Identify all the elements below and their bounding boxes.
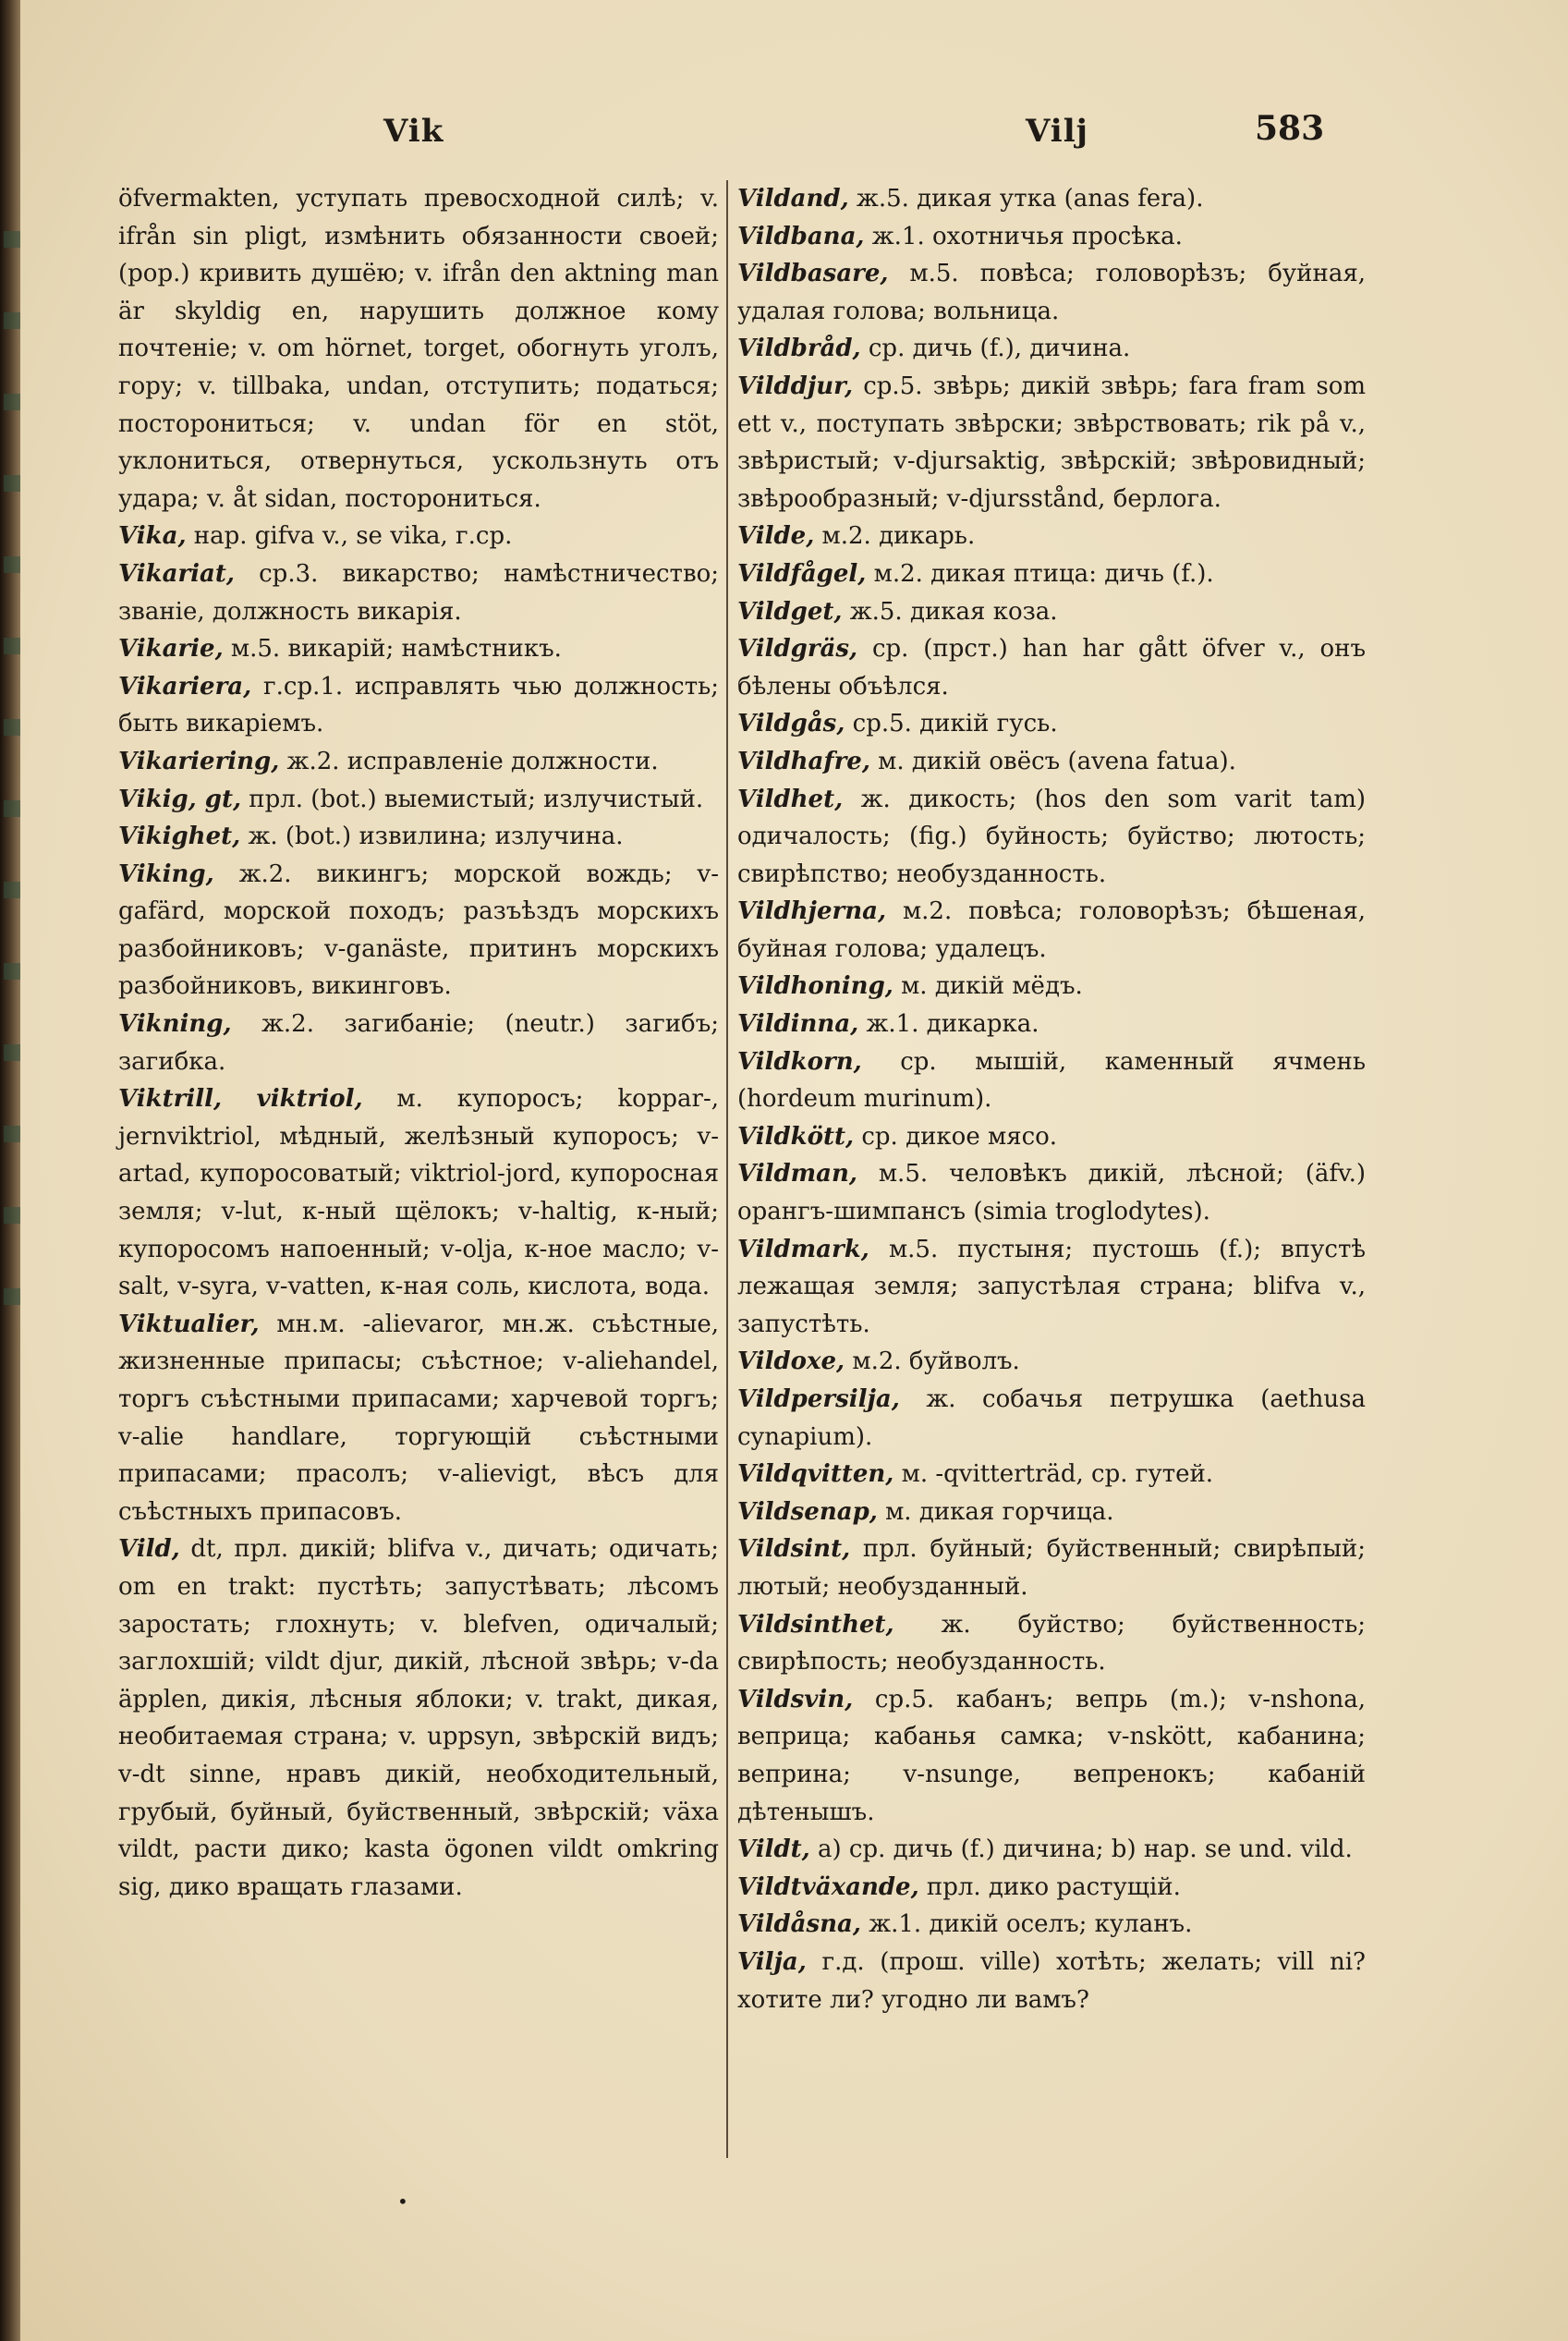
running-head-left: Vik	[383, 113, 444, 150]
margin-bleed-marks	[4, 166, 20, 1368]
dictionary-entry	[737, 1906, 1366, 1944]
entry-headword: Vildbråd,	[737, 335, 861, 363]
entry-headword: Vikariat,	[118, 559, 235, 588]
dictionary-entry	[737, 1681, 1366, 1831]
entry-definition: ж. (bot.) извилина; излучина.	[248, 823, 624, 851]
dictionary-entry	[737, 630, 1366, 705]
entry-headword: Vikighet,	[118, 823, 241, 851]
entry-headword: Vikig, gt,	[118, 785, 242, 813]
entry-headword: Vildqvitten,	[737, 1460, 894, 1489]
dictionary-entry	[118, 668, 719, 743]
dictionary-entry	[737, 1494, 1366, 1531]
dictionary-entry	[737, 368, 1366, 518]
entry-definition: ж.1. дикарка.	[866, 1010, 1039, 1039]
entry-definition: ср. дикое мясо.	[861, 1122, 1058, 1151]
entry-definition: м.2. повѣса; головорѣзъ; бѣшеная, буйная голова; удалецъ.	[737, 897, 1367, 963]
dictionary-entry	[118, 818, 719, 856]
entry-headword: Vildbasare,	[737, 260, 889, 288]
entry-definition: прл. дико растущій.	[926, 1872, 1181, 1901]
entry-headword: Vildinna,	[737, 1010, 859, 1039]
dictionary-entry	[118, 1530, 719, 1906]
entry-headword: Vildoxe,	[737, 1347, 845, 1376]
entry-headword: Vika,	[118, 522, 187, 551]
left-column	[118, 180, 719, 1906]
dictionary-entry	[737, 1006, 1366, 1043]
entry-headword: Vildsvin,	[737, 1685, 854, 1713]
dictionary-entry	[737, 1831, 1366, 1869]
dictionary-entry	[737, 1944, 1366, 2018]
dictionary-entry	[737, 255, 1366, 330]
entry-headword: Vildbana,	[737, 222, 865, 250]
entry-definition: ср.5. звѣрь; дикій звѣрь; fara fram som ett v., поступать звѣрски; звѣрствовать; rik på v., звѣристый; v-djursaktig, звѣрскій; звѣровидный; звѣрообразный; v-djursstånd, берлога.	[737, 372, 1367, 513]
entry-headword: Vildhjerna,	[737, 897, 887, 926]
entry-definition: м.5. человѣкъ дикій, лѣсной; (äfv.) орангъ-шимпансъ (simia troglodytes).	[737, 1160, 1367, 1226]
entry-definition: dt, прл. дикій; blifva v., дичать; одичать; om en trakt: пустѣть; запустѣвать; лѣсомъ заростать; глохнуть; v. blefven, одичалый; заглохшій; vildt djur, дикій, лѣсной звѣрь; v-da äpplen, дикія, лѣсныя яблоки; v. trakt, дикая, необитаемая страна; v. uppsyn, звѣрскій видъ; v-dt sinne, нравъ дикій, необходительный, грубый, буйный, буйственный, звѣрскій; växa vildt, расти дико; kasta ögonen vildt omkring sig, дико вращать глазами.	[118, 1535, 720, 1901]
entry-headword: Vikariera,	[118, 672, 252, 701]
entry-headword: Vikarie,	[118, 635, 224, 664]
entry-definition: м. дикій овёсъ (avena fatua).	[878, 747, 1236, 775]
dictionary-entry	[737, 1343, 1366, 1381]
dictionary-entry	[118, 180, 719, 518]
dictionary-entry	[737, 1043, 1366, 1118]
entry-headword: Vildkött,	[737, 1122, 855, 1151]
entry-headword: Vildsint,	[737, 1535, 851, 1564]
dictionary-entry	[737, 1606, 1366, 1681]
dictionary-entry	[118, 518, 719, 555]
entry-definition: м.5. повѣса; головорѣзъ; буйная, удалая голова; вольница.	[737, 260, 1366, 325]
dictionary-entry	[118, 1306, 719, 1531]
entry-headword: Vildmark,	[737, 1235, 869, 1263]
entry-headword: Vildgås,	[737, 710, 845, 738]
dictionary-entry	[737, 218, 1366, 256]
entry-definition: м. купоросъ; koppar-, jernviktriol, мѣдный, желѣзный купоросъ; v-artad, купоросоватый; viktriol-jord, купоросная земля; v-lut, к-ный щёлокъ; v-haltig, к-ный; купоросомъ напоенный; v-olja, к-ное масло; v-salt, v-syra, v-vatten, к-ная соль, кислота, вода.	[118, 1085, 719, 1301]
entry-headword: Viking,	[118, 860, 214, 888]
entry-definition: ж. буйство; буйственность; свирѣпость; необузданность.	[737, 1610, 1366, 1676]
entry-definition: ср. дичь (f.), дичина.	[868, 335, 1131, 363]
running-head-right: Vilj	[1026, 113, 1088, 150]
entry-definition: ср. (прст.) han har gått öfver v., онъ бѣлены объѣлся.	[737, 635, 1367, 701]
entry-definition: ж.2. викингъ; морской вождь; v-gafärd, морской походъ; разъѣздъ морскихъ разбойниковъ; v-ganäste, притинъ морскихъ разбойниковъ, викинговъ.	[118, 860, 719, 1001]
entry-definition: a) ср. дичь (f.) дичина; b) нар. se und. vild.	[817, 1835, 1353, 1864]
entry-definition: г.ср.1. исправлять чью должность; быть викаріемъ.	[118, 672, 720, 738]
dictionary-entry	[737, 1381, 1366, 1456]
entry-headword: Vildhafre,	[737, 747, 870, 775]
page-number: 583	[1255, 109, 1325, 148]
entry-headword: Vilddjur,	[737, 372, 853, 400]
entry-definition: ж. собачья петрушка (aethusa cynapium).	[737, 1385, 1367, 1451]
entry-headword: Vildpersilja,	[737, 1385, 900, 1413]
entry-definition: ж.2. загибаніе; (neutr.) загибъ; загибка.	[118, 1010, 719, 1076]
entry-definition: öfvermakten, уступать превосходной силѣ; v. ifrån sin pligt, измѣнить обязанности своей; (рор.) кривить душёю; v. ifrån den aktning man är skyldig en, нарушить должное кому почтеніе; v. om hörnet, torget, обогнуть уголъ, гору; v. tillbaka, undan, отступить; податься; посторониться; v. undan för en stöt, уклониться, отвернуться, ускользнуть отъ удара; v. åt sidan, посторониться.	[118, 185, 719, 513]
entry-definition: нар. gifva v., se vika, г.ср.	[193, 522, 513, 551]
entry-definition: прл. буйный; буйственный; свирѣпый; лютый; необузданный.	[737, 1535, 1366, 1601]
entry-headword: Vildget,	[737, 597, 843, 626]
entry-headword: Vikning,	[118, 1010, 232, 1039]
dictionary-entry	[737, 781, 1366, 894]
entry-definition: прл. (bot.) выемистый; излучистый.	[249, 785, 704, 813]
entry-headword: Vild,	[118, 1535, 180, 1564]
entry-definition: ж.2. исправленіе должности.	[286, 747, 659, 775]
entry-headword: Vildman,	[737, 1160, 857, 1189]
entry-definition: м. -qvitterträd, ср. гутей.	[901, 1460, 1214, 1489]
dictionary-entry	[737, 1118, 1366, 1156]
dictionary-entry	[737, 893, 1366, 968]
entry-headword: Vildhet,	[737, 785, 844, 813]
dictionary-entry	[118, 781, 719, 819]
entry-headword: Vikariering,	[118, 747, 280, 775]
dictionary-entry	[737, 968, 1366, 1006]
entry-definition: м.2. дикая птица: дичь (f.).	[873, 559, 1214, 588]
entry-definition: ср.5. кабанъ; вепрь (m.); v-nshona, веприца; кабанья самка; v-nskött, кабанина; веприна; v-nsunge, вепренокъ; кабаній дѣтенышъ.	[737, 1685, 1366, 1826]
entry-headword: Vildt,	[737, 1835, 810, 1864]
dictionary-entry	[737, 1155, 1366, 1230]
entry-definition: ср. мышій, каменный ячмень (hordeum murinum).	[737, 1047, 1366, 1114]
entry-headword: Vilja,	[737, 1947, 807, 1976]
entry-definition: ж.1. охотничья просѣка.	[871, 222, 1183, 250]
dictionary-entry	[118, 630, 719, 668]
right-column	[737, 180, 1366, 2018]
entry-definition: мн.м. -alievaror, мн.ж. съѣстные, жизненные припасы; съѣстное; v-aliehandel, торгъ съѣстными припасами; харчевой торгъ; v-alie handlare, торгующій съѣстными припасами; прасолъ; v-alievigt, вѣсъ для съѣстныхъ припасовъ.	[118, 1310, 719, 1526]
dictionary-entry	[737, 180, 1366, 218]
dictionary-entry	[737, 743, 1366, 781]
entry-definition: ср.3. викарство; намѣстничество; званіе, должность викарія.	[118, 559, 719, 626]
dictionary-entry	[118, 1080, 719, 1306]
dictionary-entry	[737, 555, 1366, 593]
entry-definition: ж.5. дикая утка (anas fera).	[856, 185, 1204, 213]
page-speck: •	[397, 2190, 408, 2213]
entry-definition: ж.1. дикій оселъ; куланъ.	[869, 1910, 1193, 1939]
dictionary-entry	[118, 1006, 719, 1080]
entry-definition: м.2. дикарь.	[821, 522, 976, 551]
dictionary-entry	[118, 555, 719, 630]
entry-headword: Viktrill, viktriol,	[118, 1085, 363, 1114]
dictionary-entry	[118, 743, 719, 781]
dictionary-entry	[737, 593, 1366, 631]
entry-definition: ж. дикость; (hos den som varit tam) одичалость; (fig.) буйность; буйство; лютость; свирѣпство; необузданность.	[737, 785, 1367, 888]
entry-definition: ср.5. дикій гусь.	[852, 710, 1058, 738]
dictionary-entry	[118, 856, 719, 1006]
entry-definition: м. дикая горчица.	[885, 1497, 1114, 1526]
entry-headword: Vildfågel,	[737, 559, 867, 588]
dictionary-entry	[737, 330, 1366, 368]
entry-headword: Vilde,	[737, 522, 815, 551]
entry-headword: Vildhoning,	[737, 972, 893, 1001]
entry-headword: Vildand,	[737, 185, 849, 213]
dictionary-entry	[737, 1530, 1366, 1605]
dictionary-entry	[737, 518, 1366, 555]
entry-headword: Vildgräs,	[737, 635, 858, 664]
page-header	[0, 102, 1568, 157]
entry-definition: м. дикій мёдъ.	[901, 972, 1083, 1001]
entry-headword: Vildsenap,	[737, 1497, 878, 1526]
dictionary-entry	[737, 705, 1366, 743]
entry-definition: м.5. викарій; намѣстникъ.	[230, 635, 562, 664]
column-divider	[726, 180, 728, 2158]
entry-definition: м.2. буйволъ.	[852, 1347, 1020, 1376]
entry-headword: Vildåsna,	[737, 1910, 861, 1939]
entry-headword: Viktualier,	[118, 1310, 260, 1338]
dictionary-entry	[737, 1456, 1366, 1494]
dictionary-entry	[737, 1231, 1366, 1344]
entry-definition: г.д. (прош. ville) хотѣть; желать; vill ni? хотите ли? угодно ли вамъ?	[737, 1947, 1366, 2014]
entry-headword: Vildsinthet,	[737, 1610, 894, 1639]
dictionary-entry	[737, 1869, 1366, 1907]
entry-definition: м.5. пустыня; пустошь (f.); впустѣ лежащая земля; запустѣлая страна; blifva v., запустѣть.	[737, 1235, 1367, 1338]
entry-headword: Vildkorn,	[737, 1047, 862, 1076]
entry-definition: ж.5. дикая коза.	[849, 597, 1058, 626]
entry-headword: Vildtväxande,	[737, 1872, 919, 1901]
